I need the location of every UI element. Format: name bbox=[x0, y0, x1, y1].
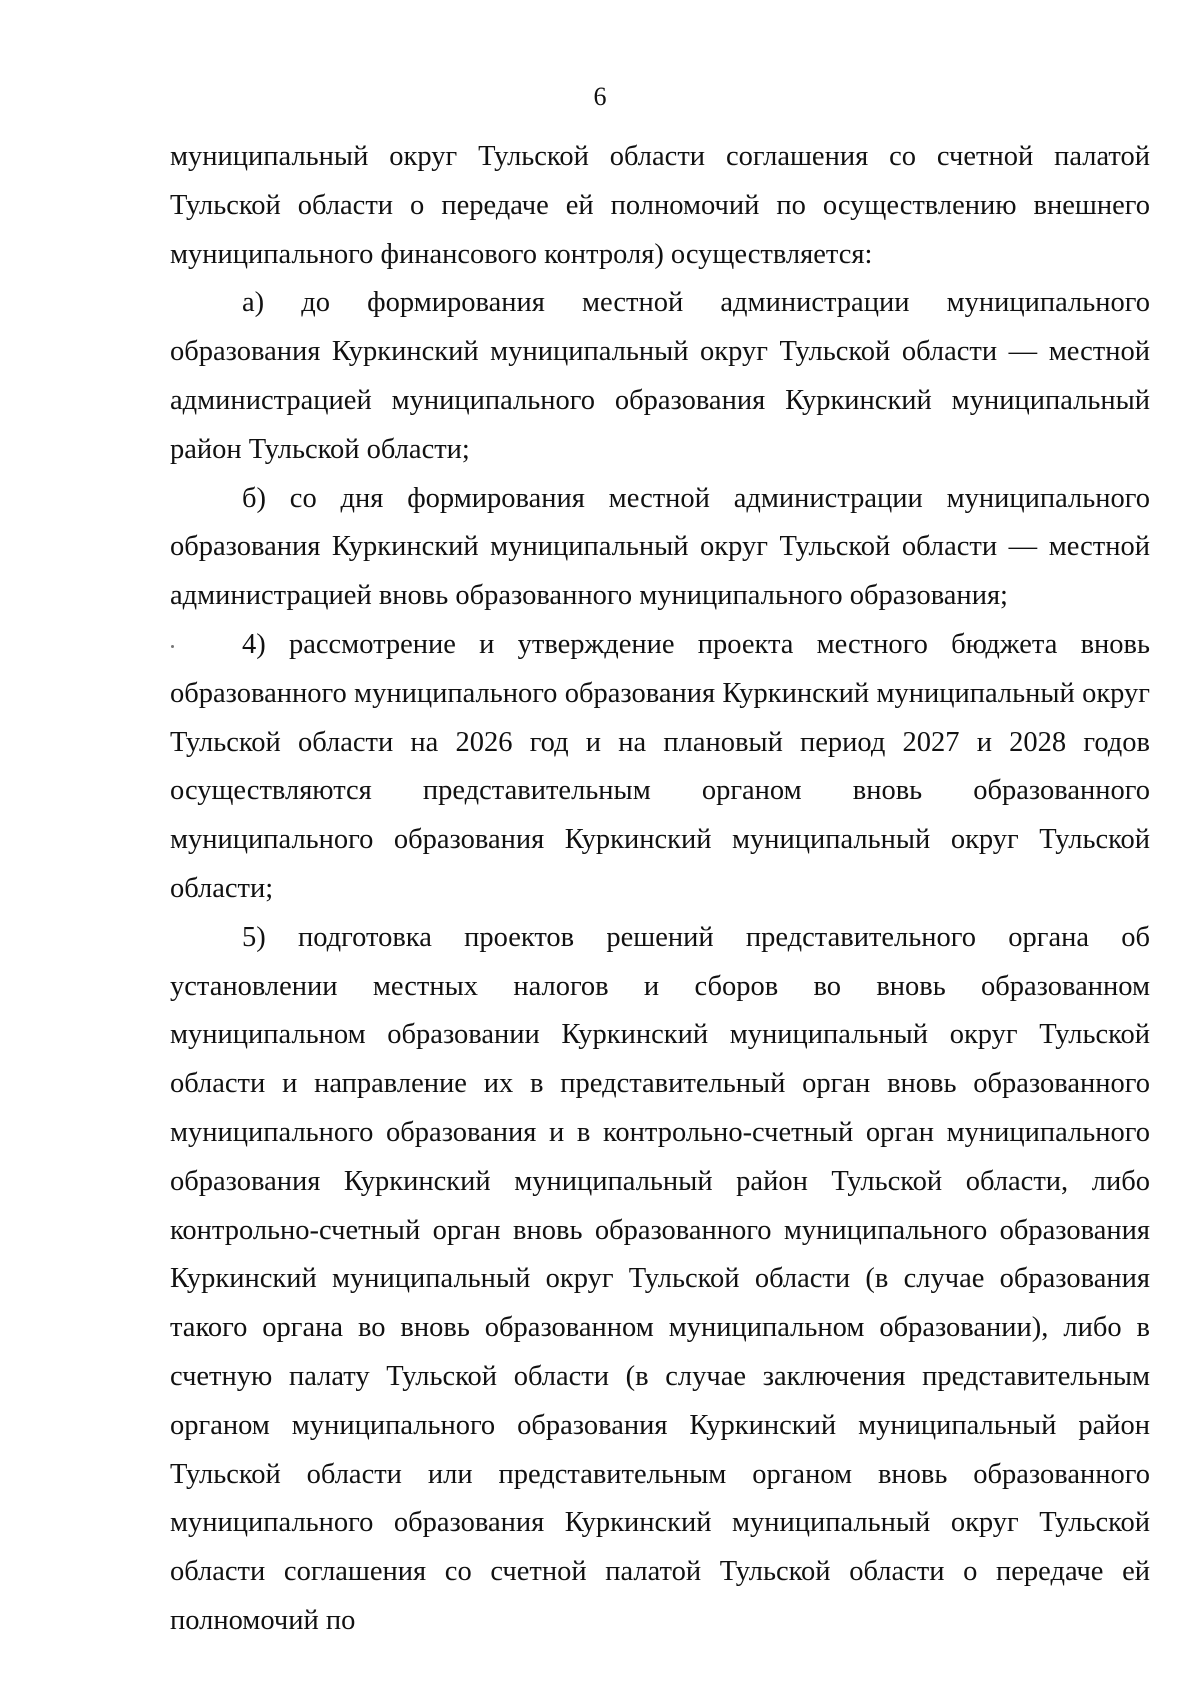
paragraph-item-4: 4) рассмотрение и утверждение проекта местного бюджета вновь образованного муниципального образования Куркинский муниципальный округ Тульской области на 2026 год и на плановый период 2027 и 2028 годов осуществляются представительным органом вновь образованного муниципального образования Куркинский муниципальный округ Тульской области; bbox=[170, 628, 1150, 904]
paragraph-continuation: муниципальный округ Тульской области соглашения со счетной палатой Тульской области о передаче ей полномочий по осуществлению внешнего муниципального финансового контроля) осуществляется: bbox=[170, 141, 1150, 270]
paragraph-item-a: а) до формирования местной администрации муниципального образования Куркинский муниципальный округ Тульской области — местной администрацией муниципального образования Куркинский муниципальный район Тульской области; bbox=[170, 287, 1150, 465]
paragraph-item-b: б) со дня формирования местной администрации муниципального образования Куркинский муниципальный округ Тульской области — местной администрацией вновь образованного муниципального образования; bbox=[170, 482, 1150, 612]
document-body bbox=[170, 133, 1150, 1646]
page-number: 6 bbox=[593, 82, 607, 111]
paragraph-item-5: 5) подготовка проектов решений представительного органа об установлении местных налогов и сборов во вновь образованном муниципальном образовании Куркинский муниципальный округ Тульской области и направление их в представительный орган вновь образованного муниципального образования и в контрольно-счетный орган муниципального образования Куркинский муниципальный район Тульской области, либо контрольно-счетный орган вновь образованного муниципального образования Куркинский муниципальный округ Тульской области (в случае образования такого органа во вновь образованном муниципальном образовании), либо в счетную палату Тульской области (в случае заключения представительным органом муниципального образования Куркинский муниципальный район Тульской области или представительным органом вновь образованного муниципального образования Куркинский муниципальный округ Тульской области соглашения со счетной палатой Тульской области о передаче ей полномочий по bbox=[170, 921, 1150, 1636]
